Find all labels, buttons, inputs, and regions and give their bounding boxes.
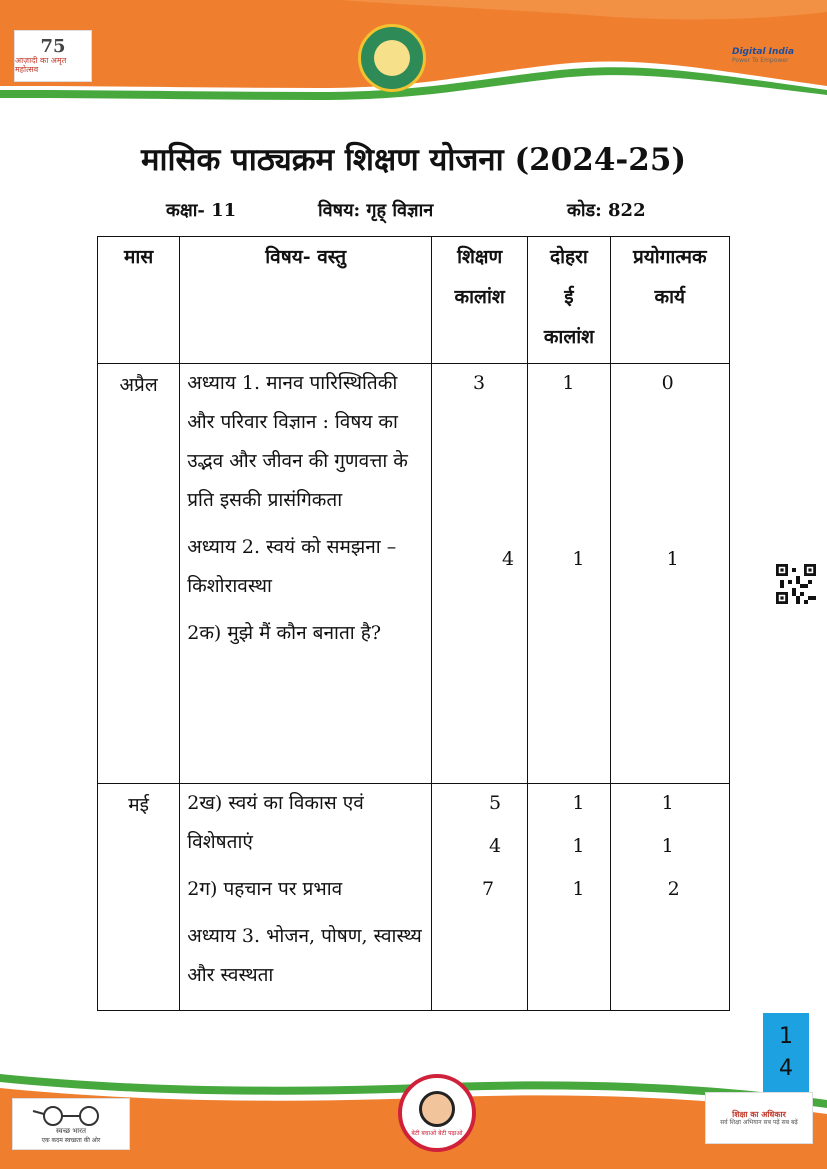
teaching-value: 3: [473, 372, 486, 394]
revision-value: 1: [572, 835, 585, 857]
teaching-cell: [432, 364, 528, 784]
practical-value: 0: [661, 372, 674, 394]
beti-bachao-beti-padhao-logo: बेटी बचाओ बेटी पढ़ाओ: [398, 1074, 476, 1152]
content-item: अध्याय 1. मानव पारिस्थितिकी और परिवार विज्ञान : विषय का उद्भव और जीवन की गुणवत्ता के प्रति इसकी प्रासंगिकता: [187, 372, 408, 511]
table-row: [98, 364, 730, 784]
teaching-value: 5: [489, 792, 502, 814]
subject-label: विषय: गृह् विज्ञान: [318, 200, 434, 221]
revision-cell: [528, 784, 610, 1011]
glasses-icon: [31, 1105, 111, 1127]
teaching-value: 4: [502, 548, 515, 570]
table-row: [98, 784, 730, 1011]
content-item: 2ख) स्वयं का विकास एवं विशेषताएं: [187, 792, 364, 853]
page-title: मासिक पाठ्यक्रम शिक्षण योजना (2024-25): [140, 142, 687, 178]
header-revision-periods: दोहरा ई कालांश: [528, 237, 610, 364]
header-content: विषय- वस्तु: [180, 237, 432, 364]
content-item: अध्याय 2. स्वयं को समझना –किशोरावस्था: [187, 536, 397, 597]
right-to-education-logo: शिक्षा का अधिकार सर्व शिक्षा अभियान सब पढ़ें सब बढ़ें: [705, 1092, 813, 1144]
practical-value: 1: [661, 792, 674, 814]
page-number: 14: [779, 1024, 793, 1081]
syllabus-plan-table: [97, 236, 730, 1011]
revision-value: 1: [572, 548, 585, 570]
practical-value: 1: [661, 835, 674, 857]
month-cell: मई: [98, 784, 180, 1011]
class-label: कक्षा- 11: [166, 200, 237, 221]
digital-india-logo: Digital India Power To Empower: [732, 46, 795, 64]
practical-value: 2: [667, 878, 680, 900]
table-header-row: [98, 237, 730, 364]
content-item: 2ग) पहचान पर प्रभाव: [187, 878, 343, 900]
practical-value: 1: [666, 548, 679, 570]
header-practical-work: प्रयोगात्मक कार्य: [610, 237, 729, 364]
swachh-bharat-logo: स्वच्छ भारत एक कदम स्वच्छता की ओर: [12, 1098, 130, 1150]
content-item: 2क) मुझे मैं कौन बनाता है?: [187, 622, 382, 644]
header-teaching-periods: शिक्षण कालांश: [432, 237, 528, 364]
practical-cell: [610, 784, 729, 1011]
revision-value: 1: [572, 878, 585, 900]
azadi-ka-amrit-mahotsav-logo: 75 आज़ादी का अमृत महोत्सव: [14, 30, 92, 82]
qr-code-icon: [776, 564, 816, 604]
teaching-value: 4: [489, 835, 502, 857]
revision-cell: [528, 364, 610, 784]
content-cell: [180, 364, 432, 784]
content-item: अध्याय 3. भोजन, पोषण, स्वास्थ्य और स्वस्थता: [187, 925, 422, 986]
header-month: मास: [98, 237, 180, 364]
teaching-value: 7: [482, 878, 495, 900]
teaching-cell: [432, 784, 528, 1011]
month-cell: अप्रैल: [98, 364, 180, 784]
revision-value: 1: [572, 792, 585, 814]
content-cell: [180, 784, 432, 1011]
scert-seal-logo: [358, 24, 426, 92]
code-label: कोड: 822: [567, 200, 646, 221]
revision-value: 1: [562, 372, 575, 394]
practical-cell: [610, 364, 729, 784]
